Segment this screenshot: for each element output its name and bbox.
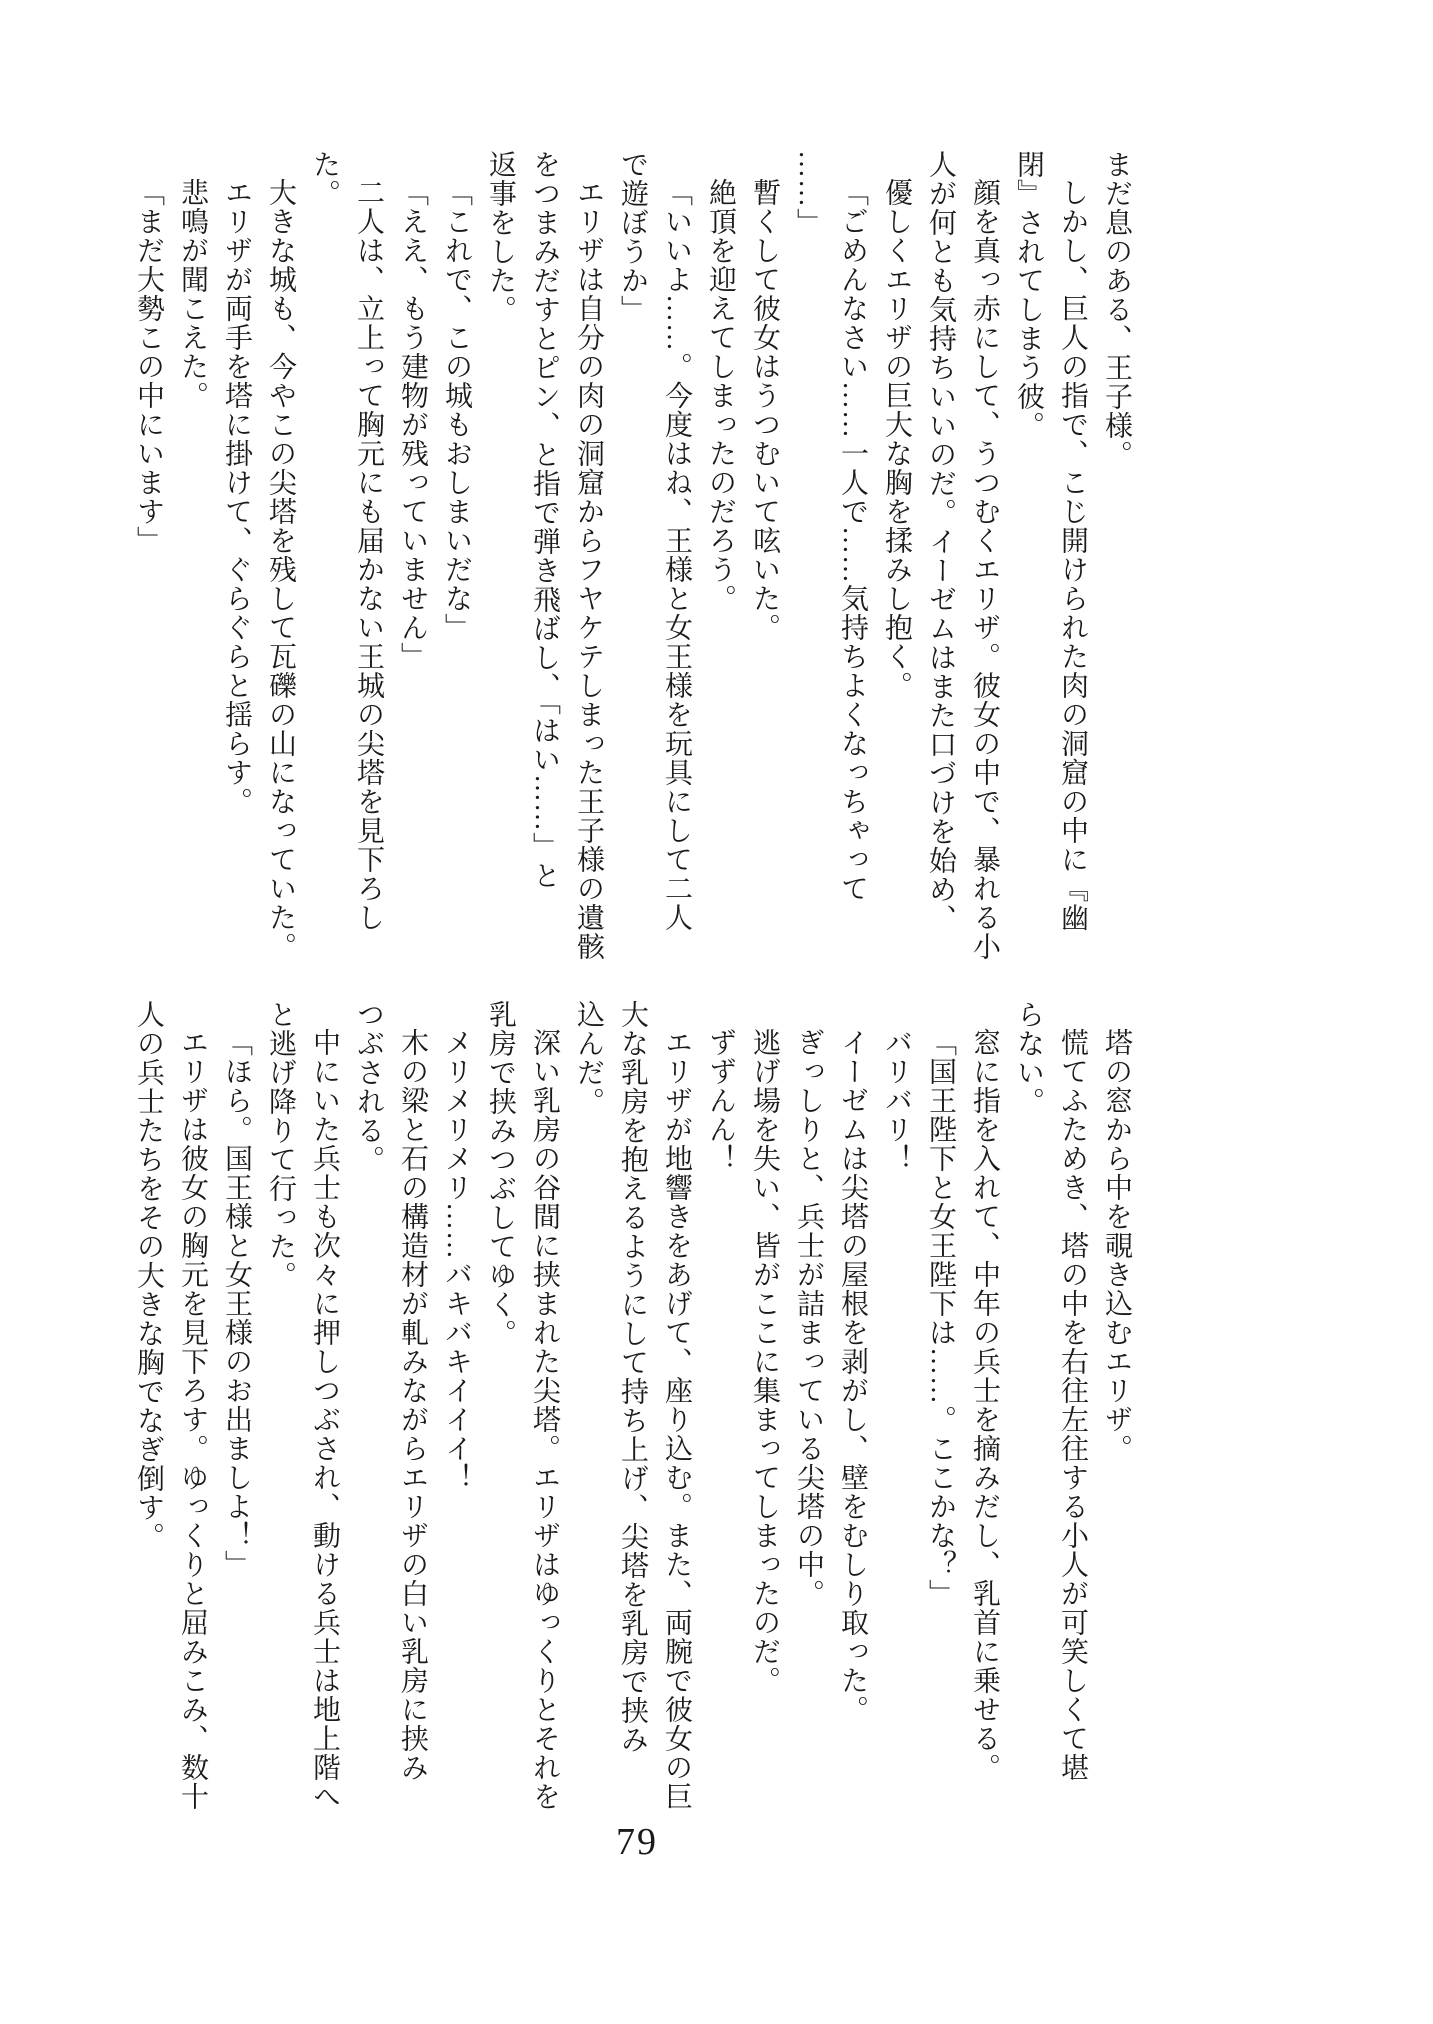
text-column: 「ごめんなさい……一人で……気持ちよくなっちゃって	[837, 178, 868, 903]
text-column: をつまみだすとピン、と指で弾き飛ばし、「はい……」と	[529, 150, 560, 890]
text-column: まだ息のある、王子様。	[1101, 150, 1132, 469]
text-column: 閉』されてしまう彼。	[1013, 150, 1044, 440]
text-column: 窓に指を入れて、中年の兵士を摘みだし、乳首に乗せる。	[969, 1028, 1000, 1782]
text-column: エリザが地響きをあげて、座り込む。また、両腕で彼女の巨	[661, 1028, 692, 1811]
text-column: ずずんん！	[705, 1028, 736, 1173]
text-column: らない。	[1013, 1000, 1044, 1116]
text-column: しかし、巨人の指で、こじ開けられた肉の洞窟の中に『幽	[1057, 178, 1088, 932]
text-column: と逃げ降りて行った。	[265, 1000, 296, 1290]
text-column: エリザは彼女の胸元を見下ろす。ゆっくりと屈みこみ、数十	[177, 1028, 208, 1811]
text-column: た。	[309, 150, 340, 208]
text-column: つぶされる。	[353, 1000, 384, 1174]
text-column: 人が何とも気持ちいいのだ。イーゼムはまた口づけを始め、	[925, 150, 956, 933]
text-column: 人の兵士たちをその大きな胸でなぎ倒す。	[133, 1000, 164, 1551]
text-column: ……」	[793, 150, 824, 237]
text-column: 顔を真っ赤にして、うつむくエリザ。彼女の中で、暴れる小	[969, 178, 1000, 961]
text-column: 「ええ、もう建物が残っていません」	[397, 178, 428, 671]
text-column: 込んだ。	[573, 1000, 604, 1116]
text-column: 優しくエリザの巨大な胸を揉みし抱く。	[881, 178, 912, 700]
text-column: 「まだ大勢この中にいます」	[133, 178, 164, 555]
text-column: 中にいた兵士も次々に押しつぶされ、動ける兵士は地上階へ	[309, 1028, 340, 1811]
text-column: 木の梁と石の構造材が軋みながらエリザの白い乳房に挟み	[397, 1028, 428, 1782]
text-column: 塔の窓から中を覗き込むエリザ。	[1101, 1028, 1132, 1463]
text-column: バリバリ！	[881, 1028, 912, 1173]
text-column: 悲鳴が聞こえた。	[177, 178, 208, 410]
text-column: エリザは自分の肉の洞窟からフヤケテしまった王子様の遺骸	[573, 178, 604, 961]
text-column: 大きな城も、今やこの尖塔を残して瓦礫の山になっていた。	[265, 178, 296, 961]
text-column: 逃げ場を失い、皆がここに集まってしまったのだ。	[749, 1028, 780, 1695]
text-column: で遊ぼうか」	[617, 150, 648, 324]
text-column: 大な乳房を抱えるようにして持ち上げ、尖塔を乳房で挟み	[617, 1000, 648, 1754]
text-column: 「いいよ……。今度はね、王様と女王様を玩具にして二人	[661, 178, 692, 932]
text-column: 「ほら。国王様と女王様のお出ましよ！」	[221, 1028, 252, 1579]
text-column: 「国王陛下と女王陛下は……。ここかな？」	[925, 1028, 956, 1608]
text-column: 暫くして彼女はうつむいて呟いた。	[749, 178, 780, 642]
upper-text-block	[126, 150, 1138, 965]
text-column: メリメリメリ……バキバキイイイ！	[441, 1028, 472, 1492]
text-column: 「これで、この城もおしまいだな」	[441, 178, 472, 642]
text-column: ぎっしりと、兵士が詰まっている尖塔の中。	[793, 1028, 824, 1608]
lower-text-block	[126, 1000, 1138, 1815]
text-column: 絶頂を迎えてしまったのだろう。	[705, 178, 736, 613]
text-column: イーゼムは尖塔の屋根を剥がし、壁をむしり取った。	[837, 1028, 868, 1724]
text-column: エリザが両手を塔に掛けて、ぐらぐらと揺らす。	[221, 178, 252, 816]
text-column: 慌てふためき、塔の中を右往左往する小人が可笑しくて堪	[1057, 1028, 1088, 1782]
text-column: 乳房で挟みつぶしてゆく。	[485, 1000, 516, 1348]
text-column: 二人は、立上って胸元にも届かない王城の尖塔を見下ろし	[353, 178, 384, 932]
text-column: 深い乳房の谷間に挟まれた尖塔。エリザはゆっくりとそれを	[529, 1028, 560, 1811]
page-number: 79	[616, 1821, 658, 1863]
text-column: 返事をした。	[485, 150, 516, 324]
